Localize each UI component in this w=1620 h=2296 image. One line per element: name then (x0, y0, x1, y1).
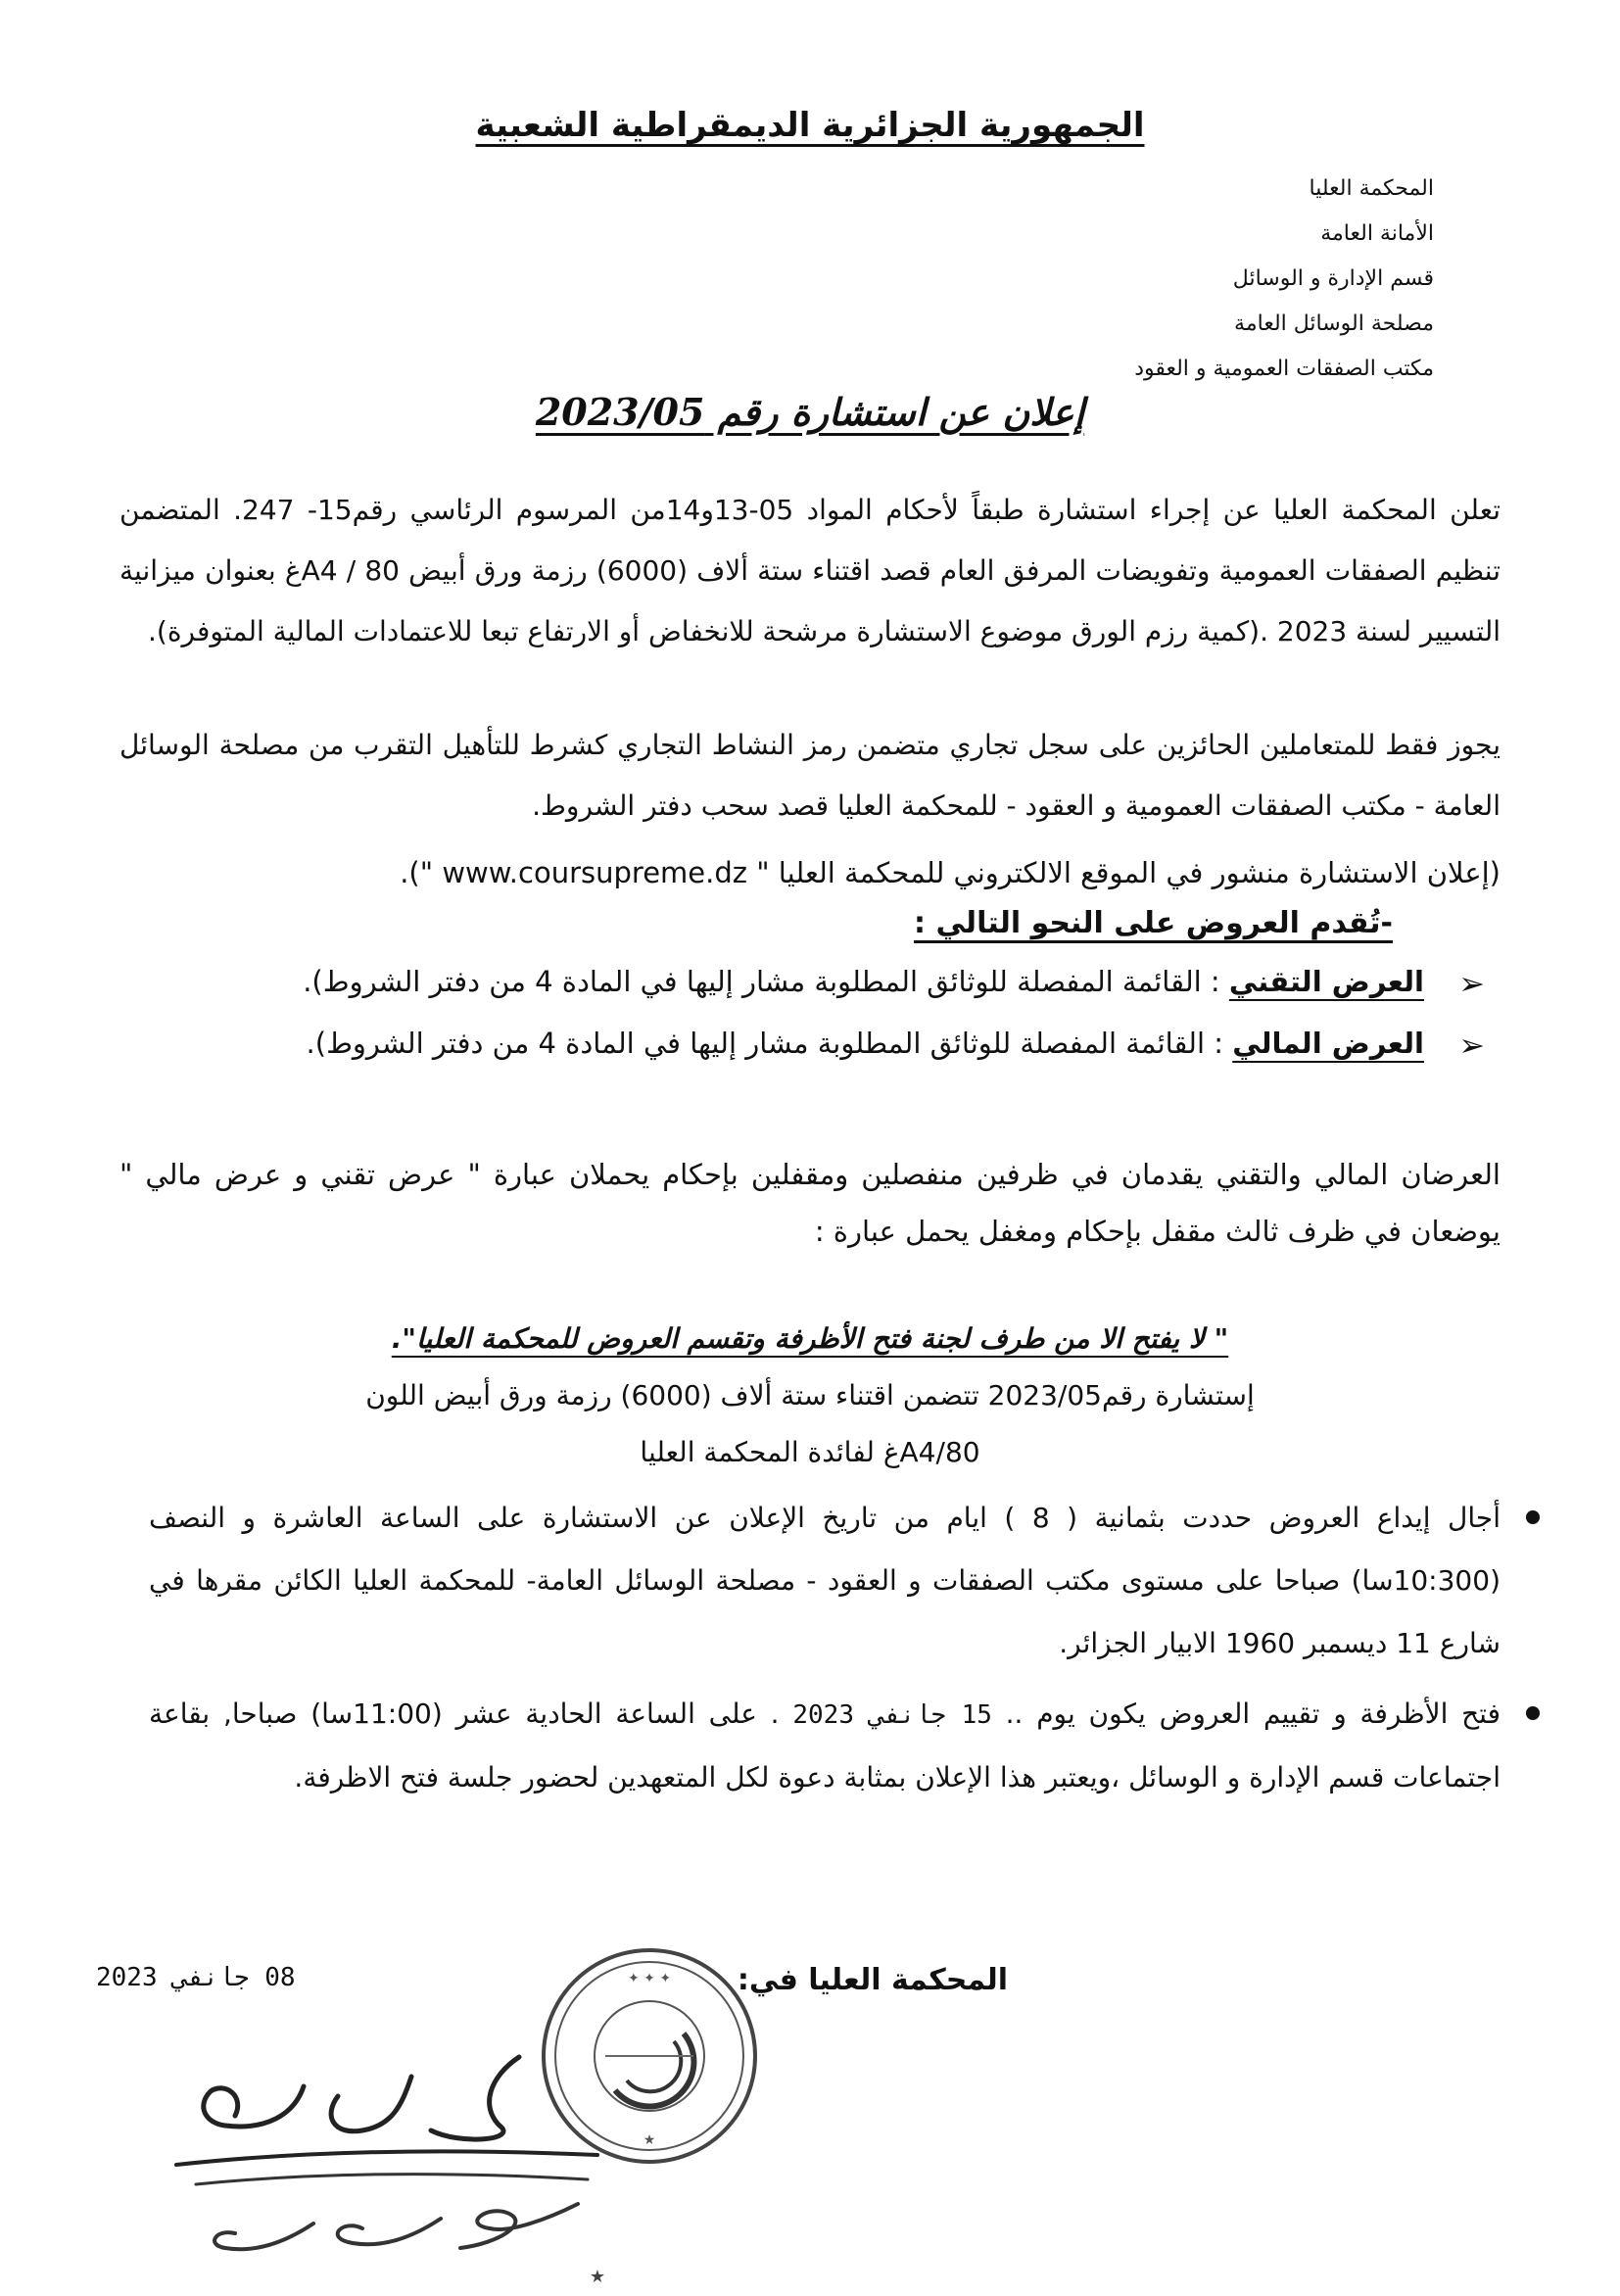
offer-technical-text: : القائمة المفصلة للوثائق المطلوبة مشار إليها في المادة 4 من دفتر الشروط). (303, 965, 1220, 998)
submission-intro: -تُقدم العروض على النحو التالي : (914, 906, 1393, 940)
bullet-opening (149, 1683, 1501, 1809)
svg-text:★: ★ (643, 2132, 656, 2148)
opening-date-stamp: 15 جانفي 2023 (792, 1700, 992, 1730)
envelope-line-2: 80/A4غ لفائدة المحكمة العليا (640, 1436, 980, 1468)
paragraph-intro-text: تعلن المحكمة العليا عن إجراء استشارة طبقاً لأحكام المواد 05-13و14من المرسوم الرئاسي رقم15- 247. المتضمن تنظيم الصفقات العمومية وتفويضات المرفق العام قصد اقتناء ستة ألاف (6000) رزمة ورق أبيض 80 / A4غ بعنوان ميزانية التسيير لسنة 2023 .(كمية رزم الورق موضوع الاستشارة مرشحة للانخفاض أو الارتفاع تبعا للاعتمادات المالية المتوفرة). (119, 494, 1501, 647)
offer-technical-label: العرض التقني (1228, 965, 1424, 998)
paragraph-envelopes-text: العرضان المالي والتقني يقدمان في ظرفين منفصلين ومقفلين بإحكام يحملان عبارة " عرض تقني و عرض مالي " يوضعان في ظرف ثالث مقفل بإحكام ومغفل يحمل عبارة : (119, 1158, 1501, 1248)
bullet-opening-before: فتح الأظرفة و تقييم العروض يكون يوم .. (1005, 1698, 1501, 1730)
header-line-secretariat: الأمانة العامة (1320, 221, 1434, 246)
bullet-deadline-text: أجال إيداع العروض حددت بثمانية ( 8 ) ايام من تاريخ الإعلان عن الاستشارة على الساعة العاشرة و النصف (10:300سا) صباحا على مستوى مكتب الصفقات و العقود - مصلحة الوسائل العامة- للمحكمة العليا الكائن مقرها في شارع 11 ديسمبر 1960 الابيار الجزائر. (149, 1502, 1501, 1659)
bullet-deadline (149, 1487, 1501, 1675)
announcement-title: إعلان عن استشارة رقم 2023/05 (535, 390, 1085, 434)
arrow-bullet-icon: ➢ (1458, 1027, 1485, 1064)
header-line-department: قسم الإدارة و الوسائل (1232, 266, 1434, 291)
offer-financial (306, 1027, 1485, 1064)
envelope-line-1: إستشارة رقم2023/05 تتضمن اقتناء ستة ألاف (6000) رزمة ورق أبيض اللون (365, 1379, 1255, 1411)
republic-heading: الجمهورية الجزائرية الديمقراطية الشعبية (475, 106, 1145, 145)
paragraph-eligibility (119, 715, 1501, 837)
arrow-bullet-icon: ➢ (1458, 965, 1485, 1002)
svg-text:★: ★ (589, 2267, 606, 2287)
place-label: المحكمة العليا في: (737, 1963, 1008, 1997)
paragraph-website-text: (إعلان الاستشارة منشور في الموقع الالكتروني للمحكمة العليا " www.coursupreme.dz "). (400, 856, 1501, 889)
paragraph-website (119, 842, 1501, 903)
institution-header (748, 167, 1434, 392)
header-line-court: المحكمة العليا (1309, 176, 1434, 201)
bullet-dot-icon (1526, 1706, 1540, 1720)
header-line-service: مصلحة الوسائل العامة (1234, 311, 1434, 336)
header-line-office: مكتب الصفقات العمومية و العقود (1134, 357, 1434, 381)
issue-date-stamp: 08 جانفي 2023 (96, 1963, 296, 1992)
offer-financial-text: : القائمة المفصلة للوثائق المطلوبة مشار إليها في المادة 4 من دفتر الشروط). (306, 1027, 1224, 1060)
offer-financial-label: العرض المالي (1232, 1027, 1424, 1060)
envelope-quote: " لا يفتح الا من طرف لجنة فتح الأظرفة وتقسم العروض للمحكمة العليا". (391, 1322, 1229, 1355)
bullet-opening-after: . على الساعة الحادية عشر (11:00سا) صباحا, بقاعة اجتماعات قسم الإدارة و الوسائل ،ويعتبر هذا الإعلان بمثابة دعوة لكل المتعهدين لحضور جلسة فتح الاظرفة. (149, 1698, 1501, 1794)
paragraph-envelopes (119, 1146, 1501, 1260)
handwritten-signature (167, 2037, 627, 2296)
paragraph-eligibility-text: يجوز فقط للمتعاملين الحائزين على سجل تجاري متضمن رمز النشاط التجاري كشرط للتأهيل التقرب من مصلحة الوسائل العامة - مكتب الصفقات العمومية و العقود - للمحكمة العليا قصد سحب دفتر الشروط. (119, 729, 1501, 822)
paragraph-intro (119, 480, 1501, 662)
offer-technical (303, 965, 1485, 1002)
bullet-dot-icon (1526, 1510, 1540, 1524)
svg-text:✦ ✦ ✦: ✦ ✦ ✦ (627, 1971, 672, 1986)
